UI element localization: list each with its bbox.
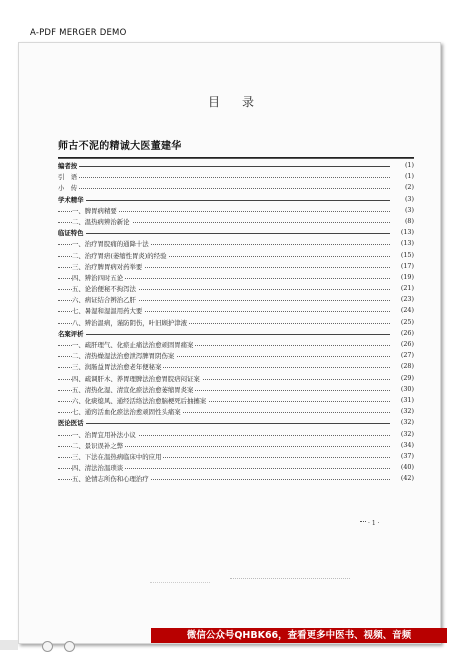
toc-entry-title: 三、润肠益胃法治愈老年便秘案: [72, 363, 162, 372]
toc-entry-title: 一、脾胃病精要: [72, 206, 117, 215]
toc-entry-page: (21): [400, 284, 414, 293]
toc-entry-page: (31): [400, 395, 414, 404]
toc-entry[interactable]: [58, 351, 414, 362]
toc-entry-title: 二、清热燥湿法治愈泄泻脾胃阴伤案: [72, 352, 175, 361]
toc-entry-page: (24): [400, 306, 414, 315]
toc-entry-page: (32): [400, 429, 414, 438]
toc-entry-title: 一、疏肝理气、化瘀止痛法治愈顽固胃痛案: [72, 341, 194, 349]
toc-entry[interactable]: [58, 318, 414, 329]
toc-entry-title: 二、温热病辨治新论: [72, 217, 130, 226]
toc-entry-page: (19): [400, 272, 414, 281]
toc-entry[interactable]: [58, 396, 414, 407]
toc-entry-title: 临证特色: [58, 229, 84, 238]
toc-entry[interactable]: [58, 306, 414, 317]
toc-entry-title: 五、论治便秘不拘泻法: [72, 285, 136, 294]
toc-entry-page: (23): [400, 295, 414, 304]
toc-entry[interactable]: [58, 474, 414, 485]
toc-leader-dots: [58, 188, 390, 189]
toc-entry-page: (1): [404, 161, 414, 169]
toc-entry[interactable]: [58, 251, 414, 262]
toc-entry[interactable]: [58, 273, 414, 284]
toc-entry-page: (1): [404, 172, 414, 181]
toc-entry-title: 三、治疗脾胃病对药举要: [72, 262, 143, 271]
toc-entry-title: 二、治疗胃痞(萎缩性胃炎)的经验: [72, 251, 167, 260]
promo-banner: 微信公众号QHBK66，查看更多中医书、视频、音频: [151, 628, 447, 643]
toc-section[interactable]: [58, 329, 414, 340]
toc-section[interactable]: [58, 161, 414, 172]
scrollbar-track[interactable]: [0, 640, 18, 650]
nav-circle-icon[interactable]: [64, 641, 75, 652]
toc-entry-title: 一、治胃宜用补法小议: [72, 430, 136, 439]
toc-entry[interactable]: [58, 284, 414, 295]
toc-entry-page: (37): [400, 451, 414, 460]
toc-entry[interactable]: [58, 362, 414, 373]
toc-entry[interactable]: [58, 183, 414, 194]
toc-leader-dots: [58, 177, 390, 178]
toc-entry[interactable]: [58, 385, 414, 396]
toc-entry-title: 一、治疗胃脘痛的通降十法: [72, 240, 149, 249]
toc-entry-page: (32): [400, 407, 414, 416]
toc-entry[interactable]: [58, 295, 414, 306]
toc-entry-title: 六、化痰熄风、通经活络法治愈脑梗死后抽搐案: [72, 396, 207, 405]
toc-section[interactable]: [58, 228, 414, 239]
toc-entry-title: 引 语: [58, 173, 78, 182]
toc-entry-page: (29): [400, 373, 414, 382]
nav-circle-icon[interactable]: [42, 641, 53, 652]
toc-entry-page: (32): [400, 418, 414, 427]
toc-entry-title: 名案评析: [58, 329, 84, 338]
toc-leader-dots: [58, 423, 390, 424]
toc-entry-title: 学术精华: [58, 195, 84, 204]
toc-entry-page: (40): [400, 463, 414, 472]
faint-text-line: [230, 578, 350, 579]
toc-entry-page: (25): [400, 317, 414, 326]
toc-section[interactable]: [58, 195, 414, 206]
watermark: A-PDF MERGER DEMO: [30, 28, 127, 38]
toc-entry-title: 小 传: [58, 184, 78, 193]
toc-leader-dots: [58, 166, 390, 167]
toc-entry[interactable]: [58, 430, 414, 441]
toc-entry-page: (3): [404, 194, 414, 203]
toc-entry[interactable]: [58, 407, 414, 418]
toc-entry-title: 三、下法在温热病临床中的应用: [72, 452, 162, 461]
toc-entry-title: 七、通窍活血化瘀法治愈顽固性头痛案: [72, 408, 181, 417]
toc-entry-title: 六、病证结合辨治乙肝: [72, 296, 136, 305]
toc-entry[interactable]: [58, 441, 414, 452]
toc-leader-dots: [58, 334, 390, 335]
book-title: 师古不泥的精诚大医董建华: [58, 141, 182, 152]
toc-entry-page: (17): [400, 261, 414, 270]
page-number: · 1 ·: [368, 520, 380, 527]
toc-leader-dots: [58, 233, 390, 234]
toc-entry-page: (27): [400, 351, 414, 360]
toc-entry-title: 编者按: [58, 162, 78, 170]
toc-entry-page: (3): [404, 205, 414, 214]
toc-entry[interactable]: [58, 239, 414, 250]
toc-entry-page: (13): [400, 239, 414, 248]
page-number-mark: [360, 521, 366, 522]
toc-section[interactable]: [58, 418, 414, 429]
toc-entry-page: (15): [400, 250, 414, 259]
toc-entry[interactable]: [58, 262, 414, 273]
toc-entry-title: 四、辨治四时五论: [72, 273, 124, 282]
toc-entry-title: 医论医话: [58, 419, 84, 428]
toc-entry-page: (26): [400, 328, 414, 337]
toc-entry[interactable]: [58, 463, 414, 474]
rule-bottom: [58, 158, 414, 159]
toc-entry-title: 四、清法治温琐谈: [72, 464, 124, 473]
toc-entry-page: (13): [400, 228, 414, 237]
document-title: 目录: [208, 95, 277, 109]
toc-entry-page: (28): [400, 362, 414, 371]
toc-entry[interactable]: [58, 374, 414, 385]
toc-entry[interactable]: [58, 340, 414, 351]
toc-entry-page: (8): [404, 216, 414, 225]
faint-text-line: [150, 582, 210, 583]
toc-entry-title: 五、清热化湿、清宣化瘀法治愈萎缩胃炎案: [72, 385, 194, 394]
toc-entry-title: 七、暑湿和湿温用药大要: [72, 307, 143, 316]
toc-leader-dots: [58, 200, 390, 201]
toc-entry-title: 五、论情志所伤和心理治疗: [72, 475, 149, 484]
toc-entry[interactable]: [58, 217, 414, 228]
toc-entry[interactable]: [58, 172, 414, 183]
toc-entry[interactable]: [58, 452, 414, 463]
toc-entry-page: (2): [404, 183, 414, 192]
toc-entry-title: 二、景识误补之弊: [72, 441, 124, 450]
toc-entry-title: 八、辨治温病，谨防阴伤，叶旧顾护津液: [72, 318, 188, 327]
table-of-contents: [58, 161, 414, 485]
toc-entry-page: (26): [400, 340, 414, 348]
toc-entry-page: (34): [400, 440, 414, 449]
toc-entry-page: (30): [400, 384, 414, 393]
toc-entry-title: 四、疏调肝木、养胃理脾法治愈胃脘痞闷证案: [72, 374, 200, 383]
toc-entry[interactable]: [58, 206, 414, 217]
toc-entry-page: (42): [400, 474, 414, 483]
